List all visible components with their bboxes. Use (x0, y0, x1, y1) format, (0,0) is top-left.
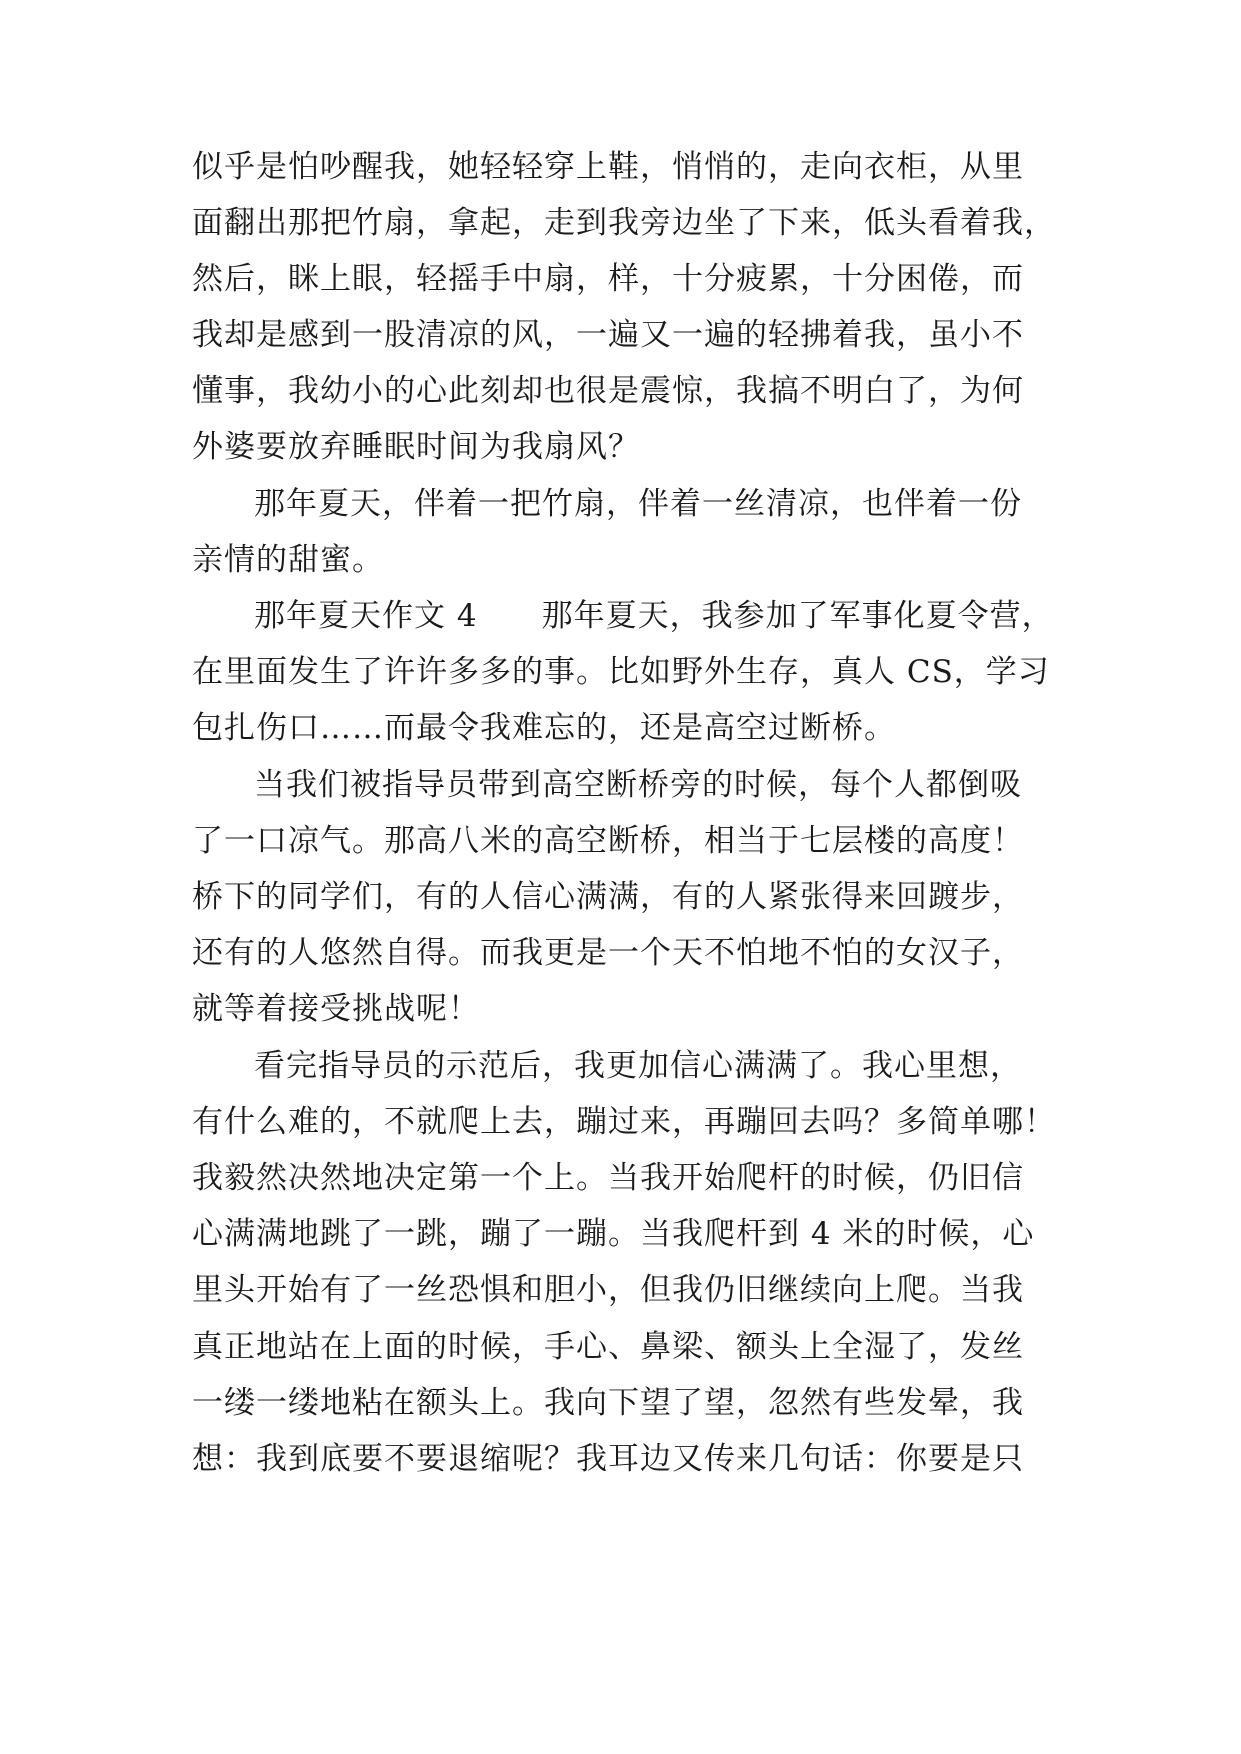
text-line: 外婆要放弃睡眠时间为我扇风？ (192, 429, 640, 465)
text-line: 在里面发生了许许多多的事。比如野外生存，真人 CS，学习 (192, 654, 1050, 690)
paragraph-first-line: 那年夏天，伴着一把竹扇，伴着一丝清凉，也伴着一份 (254, 486, 1022, 522)
paragraph-first-line: 看完指导员的示范后，我更加信心满满了。我心里想， (254, 1048, 1022, 1084)
text-line: 似乎是怕吵醒我，她轻轻穿上鞋，悄悄的，走向衣柜，从里 (192, 149, 1024, 185)
text-line: 桥下的同学们，有的人信心满满，有的人紧张得来回踱步， (192, 879, 1024, 915)
text-line: 面翻出那把竹扇，拿起，走到我旁边坐了下来，低头看着我， (192, 205, 1056, 241)
text-line: 亲情的甜蜜。 (192, 542, 384, 578)
text-line: 里头开始有了一丝恐惧和胆小，但我仍旧继续向上爬。当我 (192, 1272, 1024, 1308)
text-line: 心满满地跳了一跳，蹦了一蹦。当我爬杆到 4 米的时候，心 (192, 1216, 1035, 1252)
text-line: 懂事，我幼小的心此刻却也很是震惊，我搞不明白了，为何 (192, 373, 1024, 409)
text-line: 一缕一缕地粘在额头上。我向下望了望，忽然有些发晕，我 (192, 1385, 1024, 1421)
text-line: 包扎伤口……而最令我难忘的，还是高空过断桥。 (192, 710, 896, 746)
text-line: 还有的人悠然自得。而我更是一个天不怕地不怕的女汉子， (192, 935, 1024, 971)
text-line: 我毅然决然地决定第一个上。当我开始爬杆的时候，仍旧信 (192, 1160, 1024, 1196)
text-line: 就等着接受挑战呢！ (192, 991, 480, 1027)
text-line: 我却是感到一股清凉的风，一遍又一遍的轻拂着我，虽小不 (192, 317, 1024, 353)
text-line: 真正地站在上面的时候，手心、鼻梁、额头上全湿了，发丝 (192, 1329, 1024, 1365)
text-line: 然后，眯上眼，轻摇手中扇，样，十分疲累，十分困倦，而 (192, 261, 1024, 297)
paragraph-first-line: 那年夏天作文 4 那年夏天，我参加了军事化夏令营， (254, 598, 1054, 634)
text-line: 想：我到底要不要退缩呢？我耳边又传来几句话：你要是只 (192, 1441, 1024, 1477)
text-line: 有什么难的，不就爬上去，蹦过来，再蹦回去吗？多简单哪！ (192, 1104, 1056, 1140)
paragraph-first-line: 当我们被指导员带到高空断桥旁的时候，每个人都倒吸 (254, 767, 1022, 803)
text-line: 了一口凉气。那高八米的高空断桥，相当于七层楼的高度！ (192, 823, 1024, 859)
